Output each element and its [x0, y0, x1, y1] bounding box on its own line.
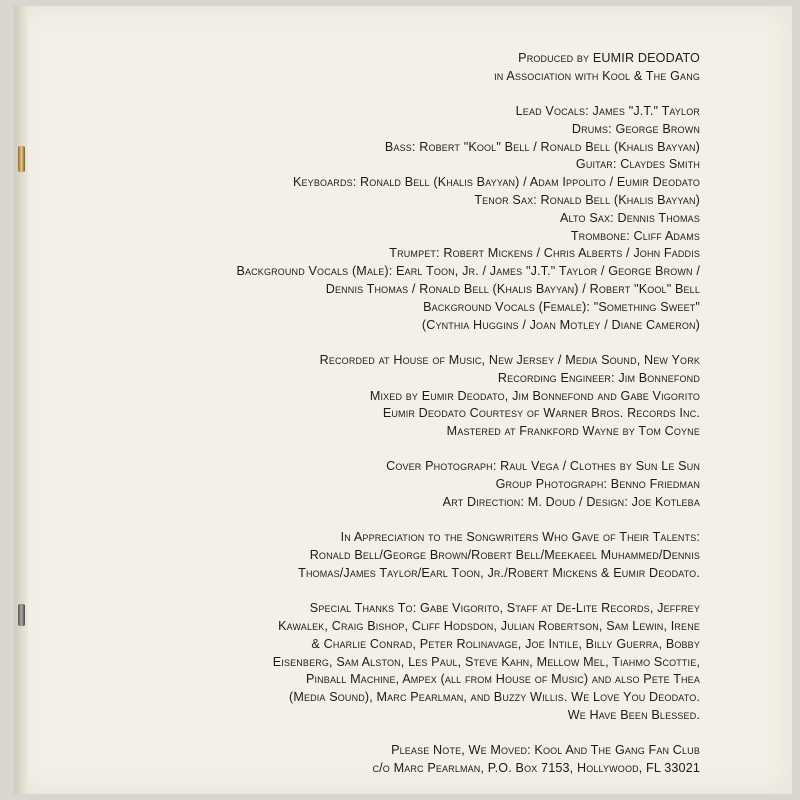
credit-line: Dennis Thomas / Ronald Bell (Khalis Bayyan) / Robert "Kool" Bell	[325, 282, 700, 297]
credit-line: Background Vocals (Male): Earl Toon, Jr. / James "J.T." Taylor / George Brown /	[236, 264, 700, 279]
credit-line: Group Photograph: Benno Friedman	[495, 477, 700, 492]
staple-top	[18, 146, 25, 172]
credit-line: Cover Photograph: Raul Vega / Clothes by Sun Le Sun	[386, 459, 700, 474]
credit-line: Bass: Robert "Kool" Bell / Ronald Bell (Khalis Bayyan)	[384, 139, 700, 154]
staple-bottom	[18, 604, 25, 626]
credit-line: (Cynthia Huggins / Joan Motley / Diane Cameron)	[421, 317, 700, 332]
credit-line: Lead Vocals: James "J.T." Taylor	[515, 104, 700, 119]
photo-design-credits	[60, 458, 700, 511]
credit-line: Ronald Bell/George Brown/Robert Bell/Meekaeel Muhammed/Dennis	[309, 548, 700, 563]
special-thanks	[60, 600, 700, 725]
credit-line: (Media Sound), Marc Pearlman, and Buzzy Willis. We Love You Deodato.	[288, 690, 700, 705]
credit-line: Please Note, We Moved: Kool And The Gang Fan Club	[391, 743, 700, 758]
credit-line: Trombone: Cliff Adams	[570, 228, 700, 243]
credit-line: Art Direction: M. Doud / Design: Joe Kotleba	[442, 495, 700, 510]
credit-line: Background Vocals (Female): "Something Sweet"	[423, 299, 700, 314]
production-credits	[60, 50, 700, 86]
credit-line: In Appreciation to the Songwriters Who Gave of Their Talents:	[340, 530, 700, 545]
credit-line: Guitar: Claydes Smith	[575, 157, 700, 172]
credit-line: Recorded at House of Music, New Jersey / Media Sound, New York	[319, 352, 700, 367]
credit-line: & Charlie Conrad, Peter Rolinavage, Joe Intile, Billy Guerra, Bobby	[311, 636, 700, 651]
spine-fold	[14, 6, 28, 794]
credit-line: Kawalek, Craig Bishop, Cliff Hodsdon, Julian Robertson, Sam Lewin, Irene	[278, 619, 700, 634]
credit-line: Tenor Sax: Ronald Bell (Khalis Bayyan)	[474, 193, 700, 208]
credit-line: Keyboards: Ronald Bell (Khalis Bayyan) / Adam Ippolito / Eumir Deodato	[292, 175, 700, 190]
credit-line: c/o Marc Pearlman, P.O. Box 7153, Hollywood, FL 33021	[372, 761, 700, 776]
credit-line: Produced by EUMIR DEODATO	[518, 51, 700, 65]
credit-line: Thomas/James Taylor/Earl Toon, Jr./Robert Mickens & Eumir Deodato.	[298, 565, 700, 580]
credit-line: Pinball Machine, Ampex (all from House of Music) and also Pete Thea	[305, 672, 700, 687]
liner-notes-credits	[60, 50, 700, 778]
recording-credits	[60, 352, 700, 441]
personnel-credits	[60, 103, 700, 334]
credit-line: Trumpet: Robert Mickens / Chris Alberts / John Faddis	[389, 246, 700, 261]
fan-club-address	[60, 742, 700, 778]
credit-line: We Have Been Blessed.	[567, 708, 700, 722]
songwriter-credits	[60, 529, 700, 582]
credit-line: Alto Sax: Dennis Thomas	[560, 210, 700, 225]
credit-line: Eisenberg, Sam Alston, Les Paul, Steve Kahn, Mellow Mel, Tiahmo Scottie,	[272, 654, 700, 669]
credit-line: Recording Engineer: Jim Bonnefond	[497, 370, 700, 385]
credit-line: Mixed by Eumir Deodato, Jim Bonnefond and Gabe Vigorito	[369, 388, 700, 403]
credit-line: Special Thanks To: Gabe Vigorito, Staff at De-Lite Records, Jeffrey	[309, 601, 700, 616]
credit-line: in Association with Kool & The Gang	[494, 68, 700, 83]
credit-line: Mastered at Frankford Wayne by Tom Coyne	[446, 424, 700, 439]
credit-line: Drums: George Brown	[571, 121, 700, 136]
paper-page	[14, 6, 792, 794]
credit-line: Eumir Deodato Courtesy of Warner Bros. Records Inc.	[382, 406, 700, 421]
